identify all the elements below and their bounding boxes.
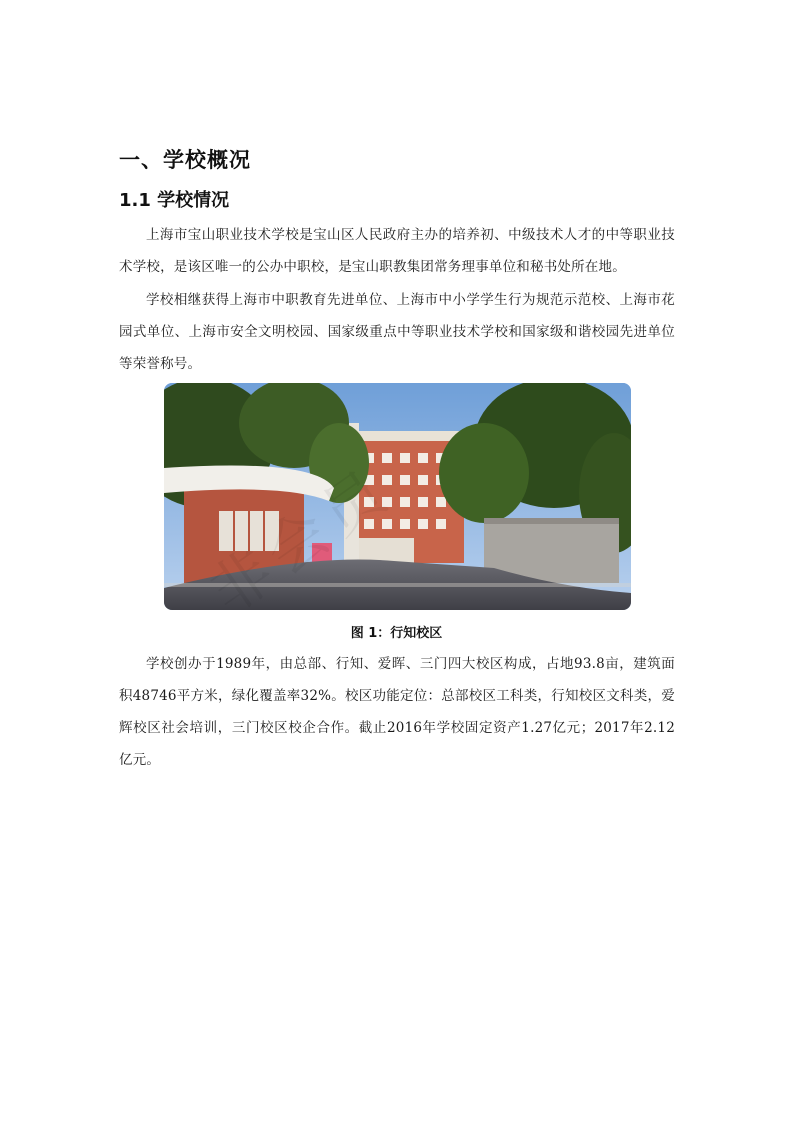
paragraph-honors: 学校相继获得上海市中职教育先进单位、上海市中小学学生行为规范示范校、上海市花园式单位、上海市安全文明校园、国家级重点中等职业技术学校和国家级和谐校园先进单位等荣誉称号。 <box>119 292 675 372</box>
figure-caption: 图 1：行知校区 <box>350 626 443 641</box>
paragraph-school-intro: 上海市宝山职业技术学校是宝山区人民政府主办的培养初、中级技术人才的中等职业技术学校，是该区唯一的公办中职校，是宝山职教集团常务理事单位和秘书处所在地。 <box>119 227 675 275</box>
campus-photo <box>164 383 631 610</box>
subsection-heading: 1.1 学校情况 <box>119 190 230 211</box>
section-heading: 一、学校概况 <box>119 148 251 172</box>
paragraph-campus-facts: 学校创办于1989年，由总部、行知、爱晖、三门四大校区构成，占地93.8亩，建筑面积48746平方米，绿化覆盖率32%。校区功能定位：总部校区工科类，行知校区文科类，爱辉校区社会培训，三门校区校企合作。截止2016年学校固定资产1.27亿元；2017年2.12亿元。 <box>119 656 675 768</box>
